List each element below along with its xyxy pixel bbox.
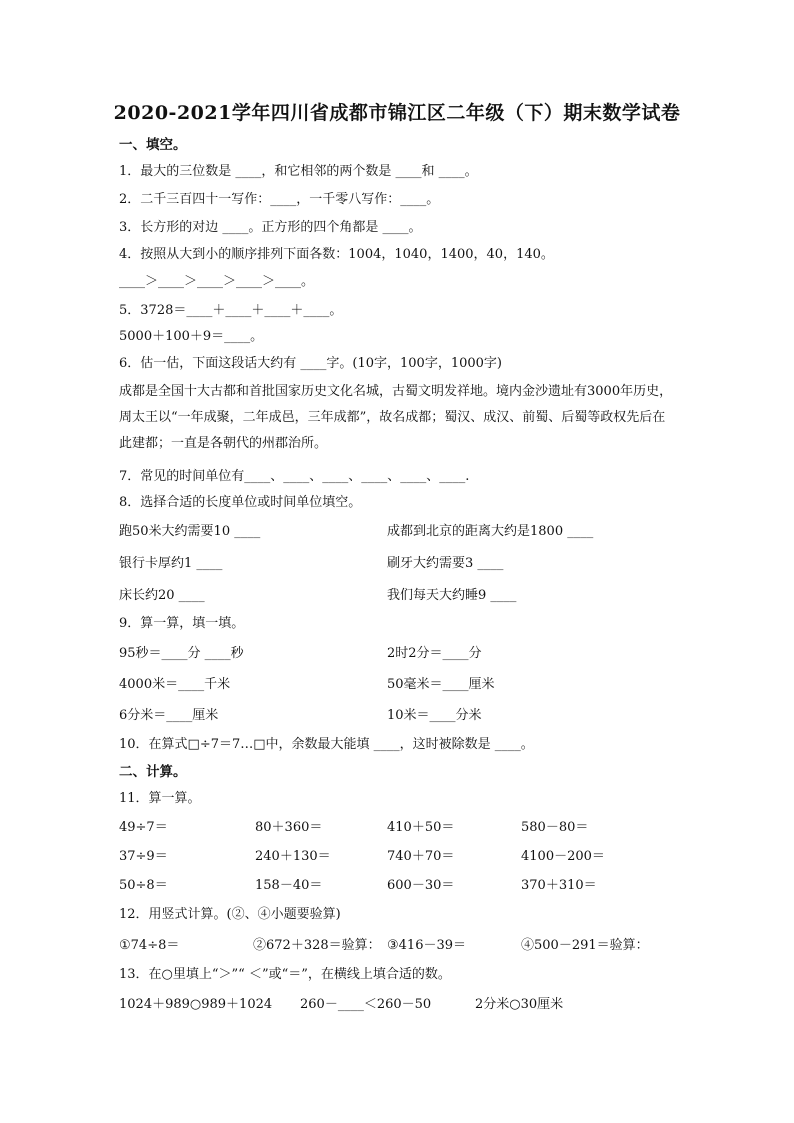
calc-item: 158－40＝ xyxy=(255,878,323,893)
calc-item: 580－80＝ xyxy=(521,820,589,835)
calc-item: 50÷8＝ xyxy=(119,878,168,893)
q9-item: 4000米＝____千米 xyxy=(119,677,231,692)
calc-item: 80＋360＝ xyxy=(255,820,323,835)
question-5: 5．3728＝____＋____＋____＋____。 xyxy=(119,303,343,318)
compare-item: 1024＋989○989＋1024 xyxy=(119,997,273,1012)
q8-item: 跑50米大约需要10 ____ xyxy=(119,524,261,539)
section-heading-calculation: 二、计算。 xyxy=(119,764,187,780)
q9-item: 2时2分＝____分 xyxy=(387,646,482,661)
q9-item: 10米＝____分米 xyxy=(387,708,482,723)
question-4: 4．按照从大到小的顺序排列下面各数：1004，1040，1400，40，140。 xyxy=(119,247,554,262)
calc-item: 37÷9＝ xyxy=(119,849,168,864)
compare-item: 2分米○30厘米 xyxy=(475,997,564,1012)
compare-item: 260－____＜260－50 xyxy=(300,997,432,1012)
q9-item: 6分米＝____厘米 xyxy=(119,708,219,723)
question-4-blanks: ____＞____＞____＞____＞____。 xyxy=(119,274,315,289)
question-10: 10．在算式□÷7＝7…□中，余数最大能填 ____，这时被除数是 ____。 xyxy=(119,737,534,752)
question-9: 9．算一算，填一填。 xyxy=(119,616,245,631)
page-title: 2020-2021学年四川省成都市锦江区二年级（下）期末数学试卷 xyxy=(113,102,681,124)
vertical-calc-item: ④500－291＝验算： xyxy=(521,938,649,953)
q8-item: 我们每天大约睡9 ____ xyxy=(387,588,517,603)
vertical-calc-item: ②672＋328＝验算： xyxy=(253,938,381,953)
question-3: 3．长方形的对边 ____。正方形的四个角都是 ____。 xyxy=(119,220,422,235)
question-1: 1．最大的三位数是 ____，和它相邻的两个数是 ____和 ____。 xyxy=(119,164,478,179)
question-6-paragraph: 成都是全国十大古都和首批国家历史文化名城，古蜀文明发祥地。境内金沙遗址有3000年历史，周太王以“一年成聚，二年成邑，三年成都”，故名成都；蜀汉、成汉、前蜀、后蜀等政权先后在此建都；一直是各朝代的州郡治所。 xyxy=(119,384,673,451)
question-8: 8．选择合适的长度单位或时间单位填空。 xyxy=(119,495,362,510)
question-13: 13．在○里填上“＞”“ ＜”或“＝”，在横线上填合适的数。 xyxy=(119,967,451,982)
vertical-calc-item: ③416－39＝ xyxy=(387,938,467,953)
calc-item: 370＋310＝ xyxy=(521,878,597,893)
question-6: 6．估一估，下面这段话大约有 ____字。(10字，100字，1000字) xyxy=(119,356,502,371)
question-2: 2．二千三百四十一写作：____，一千零八写作：____。 xyxy=(119,192,440,207)
question-11: 11．算一算。 xyxy=(119,791,201,806)
section-heading-fill-in: 一、填空。 xyxy=(119,137,187,153)
question-12: 12．用竖式计算。(②、④小题要验算) xyxy=(119,907,341,922)
calc-item: 49÷7＝ xyxy=(119,820,168,835)
calc-item: 600－30＝ xyxy=(387,878,455,893)
q9-item: 95秒＝____分 ____秒 xyxy=(119,646,244,661)
question-7: 7．常见的时间单位有____、____、____、____、____、____. xyxy=(119,469,470,484)
q8-item: 刷牙大约需要3 ____ xyxy=(387,556,504,571)
question-5-part-b: 5000＋100＋9＝____。 xyxy=(119,329,264,344)
q8-item: 成都到北京的距离大约是1800 ____ xyxy=(387,524,594,539)
q8-item: 银行卡厚约1 ____ xyxy=(119,556,223,571)
calc-item: 240＋130＝ xyxy=(255,849,331,864)
q8-item: 床长约20 ____ xyxy=(119,588,205,603)
q9-item: 50毫米＝____厘米 xyxy=(387,677,495,692)
calc-item: 4100－200＝ xyxy=(521,849,605,864)
vertical-calc-item: ①74÷8＝ xyxy=(119,938,180,953)
calc-item: 740＋70＝ xyxy=(387,849,455,864)
calc-item: 410＋50＝ xyxy=(387,820,455,835)
